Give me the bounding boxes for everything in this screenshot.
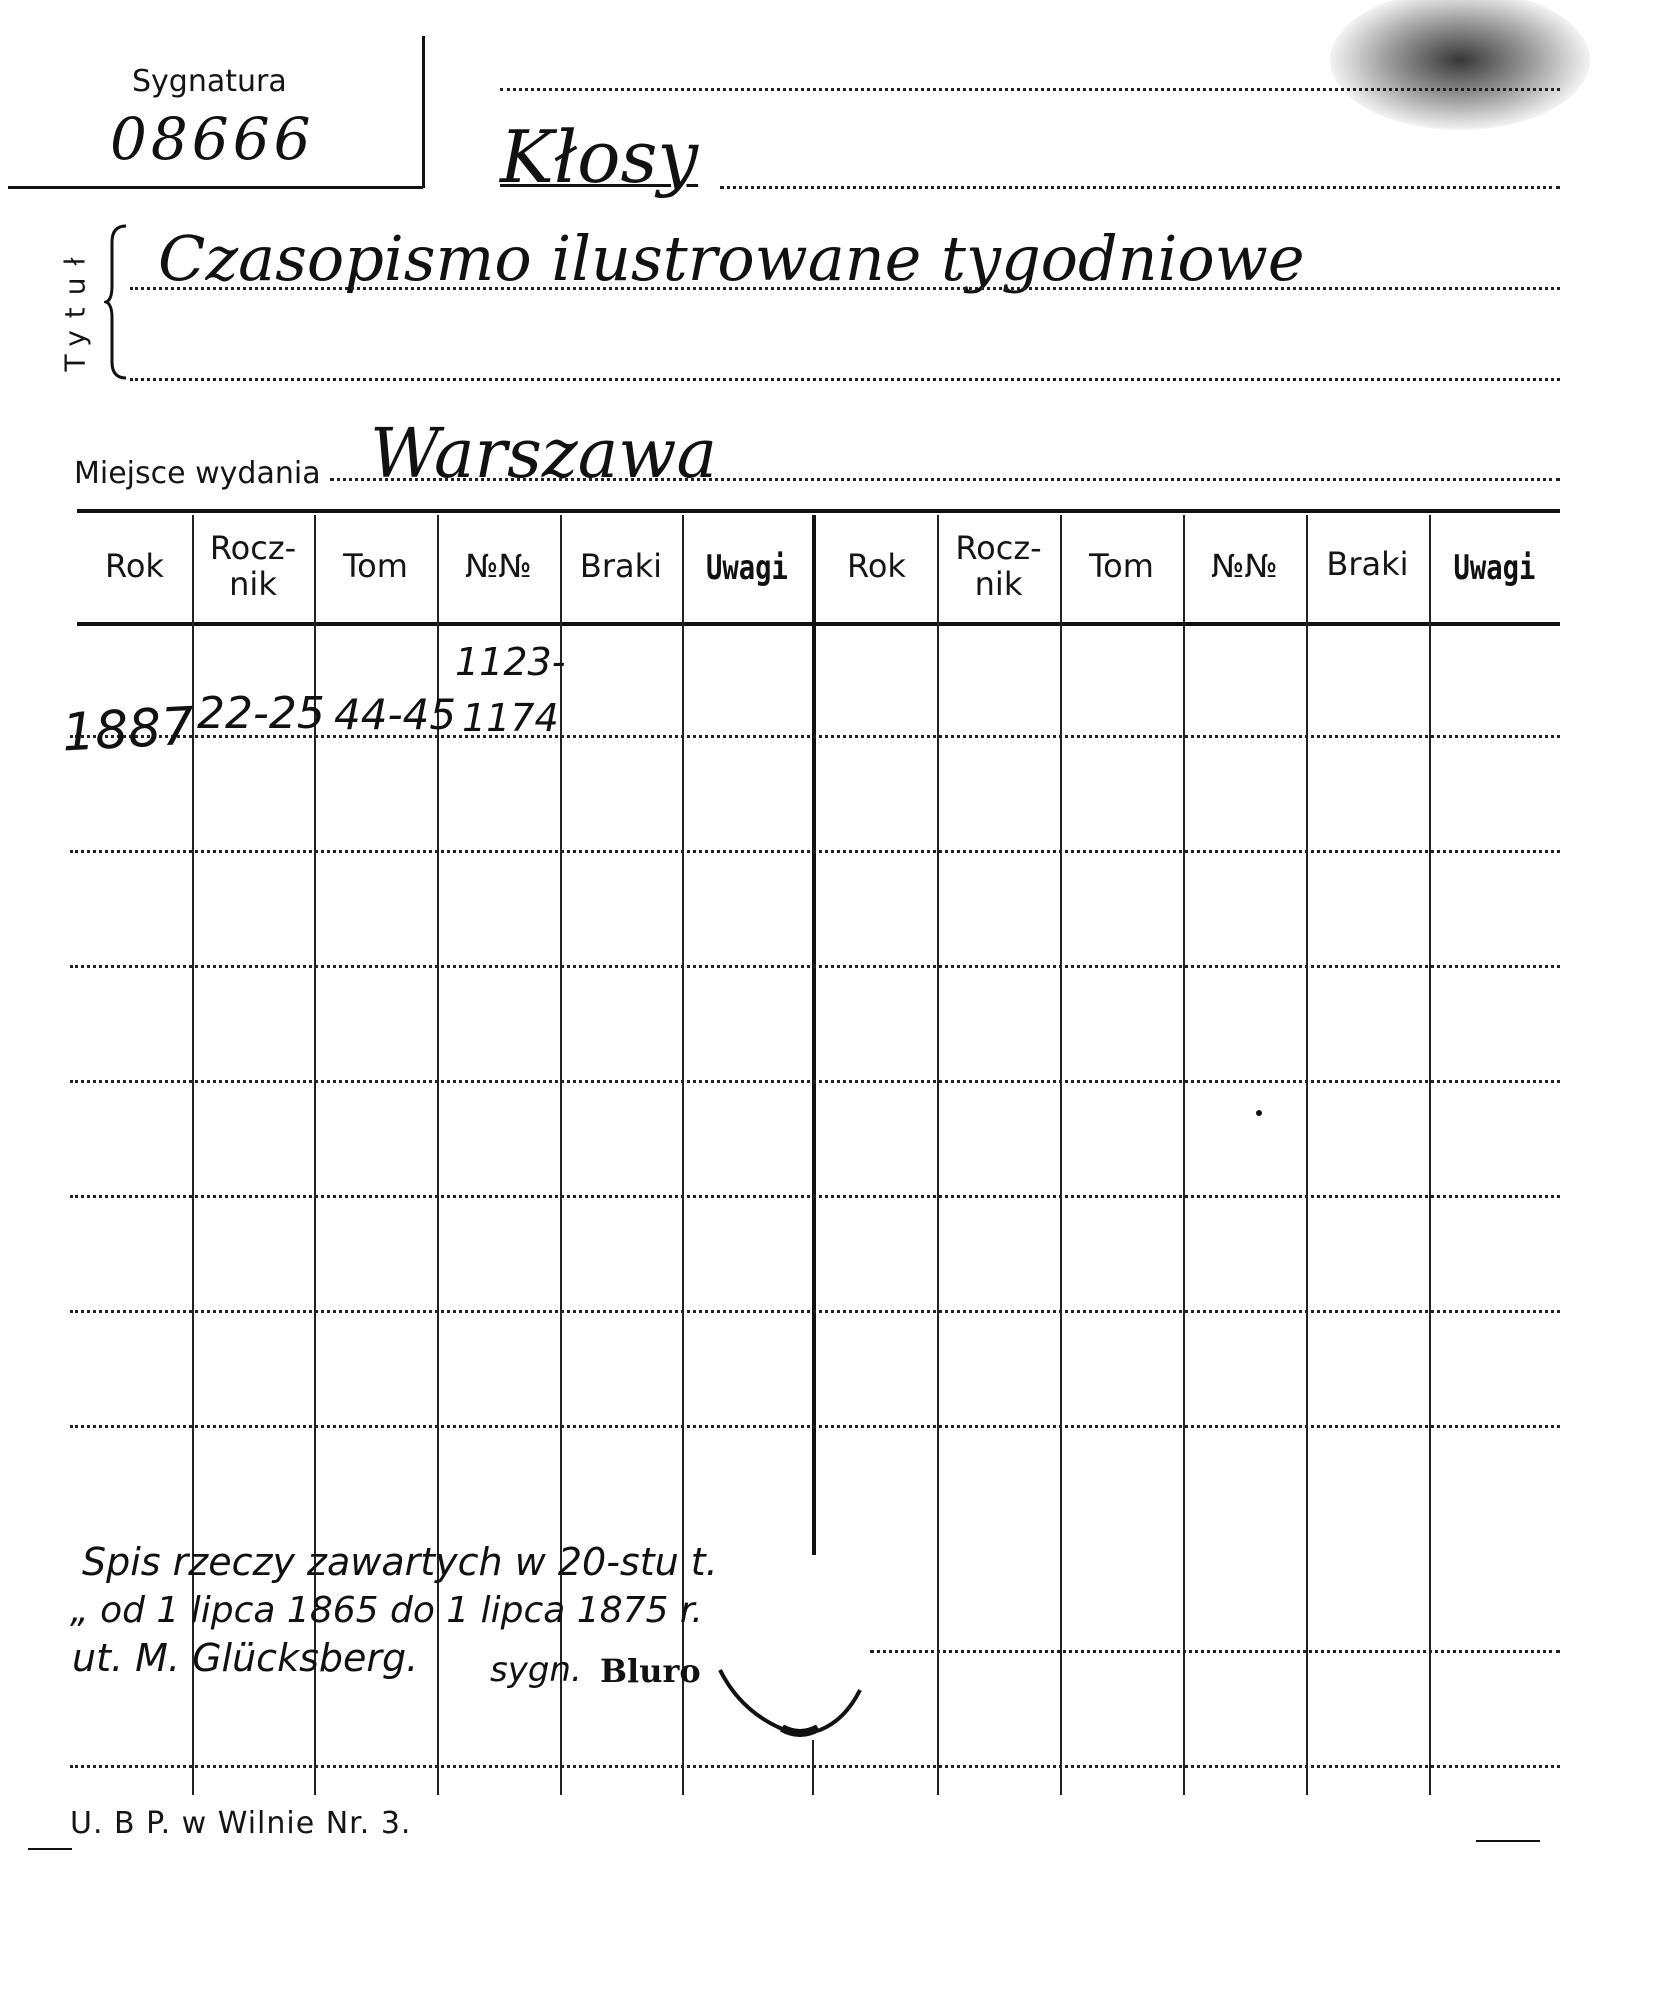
col-header-numery-left: №№ xyxy=(465,547,532,585)
punch-hole-mark xyxy=(700,1560,880,1750)
col-header-rocznik-right: Rocz- nik xyxy=(955,529,1042,603)
col-header-braki-right: Braki xyxy=(1326,545,1409,583)
note-line-3: ut. M. Glücksberg. xyxy=(72,1636,419,1680)
brace-icon xyxy=(104,222,134,382)
col-header-rok-left: Rok xyxy=(105,547,164,585)
col-header-uwagi-right: Uwagi xyxy=(1453,548,1536,588)
entry-tom: 44-45 xyxy=(334,690,457,739)
col-header-tom-right: Tom xyxy=(1089,547,1154,585)
note-sygn: sygn. xyxy=(490,1650,582,1690)
title-main: Kłosy xyxy=(500,115,699,199)
note-bluro: Bluro xyxy=(600,1652,701,1690)
stray-dot xyxy=(1256,1110,1262,1116)
corner-smudge xyxy=(1330,0,1590,130)
col-header-tom-left: Tom xyxy=(343,547,408,585)
footer-imprint: U. B P. w Wilnie Nr. 3. xyxy=(70,1806,412,1841)
col-header-rocznik-left: Rocz- nik xyxy=(209,529,297,603)
sygnatura-divider xyxy=(422,36,425,188)
entry-numery-bottom: 1174 xyxy=(462,696,559,740)
sygnatura-underline xyxy=(8,186,423,189)
center-divider xyxy=(812,515,816,1555)
footer-mark-right xyxy=(1476,1840,1540,1842)
col-header-uwagi-left: Uwagi xyxy=(706,548,788,588)
place-label: Miejsce wydania xyxy=(74,456,321,491)
title-sub: Czasopismo ilustrowane tygodniowe xyxy=(158,222,1305,295)
table-header-rule xyxy=(77,622,1560,626)
note-line-2: „ od 1 lipca 1865 do 1 lipca 1875 r. xyxy=(70,1590,703,1631)
note-line-1: Spis rzeczy zawartych w 20-stu t. xyxy=(82,1540,718,1584)
entry-numery-top: 1123- xyxy=(455,640,566,684)
entry-rok: 1887 xyxy=(60,696,196,764)
col-header-numery-right: №№ xyxy=(1211,547,1278,585)
col-header-rok-right: Rok xyxy=(847,547,906,585)
place-value: Warszawa xyxy=(370,415,718,494)
col-header-braki-left: Braki xyxy=(579,547,663,585)
tytul-label: Tytuł xyxy=(58,245,92,372)
footer-mark-left xyxy=(28,1848,72,1850)
sygnatura-label: Sygnatura xyxy=(132,64,287,99)
table-top-rule xyxy=(77,509,1560,513)
sygnatura-value: 08666 xyxy=(110,105,315,173)
entry-rocznik: 22-25 xyxy=(197,688,325,739)
